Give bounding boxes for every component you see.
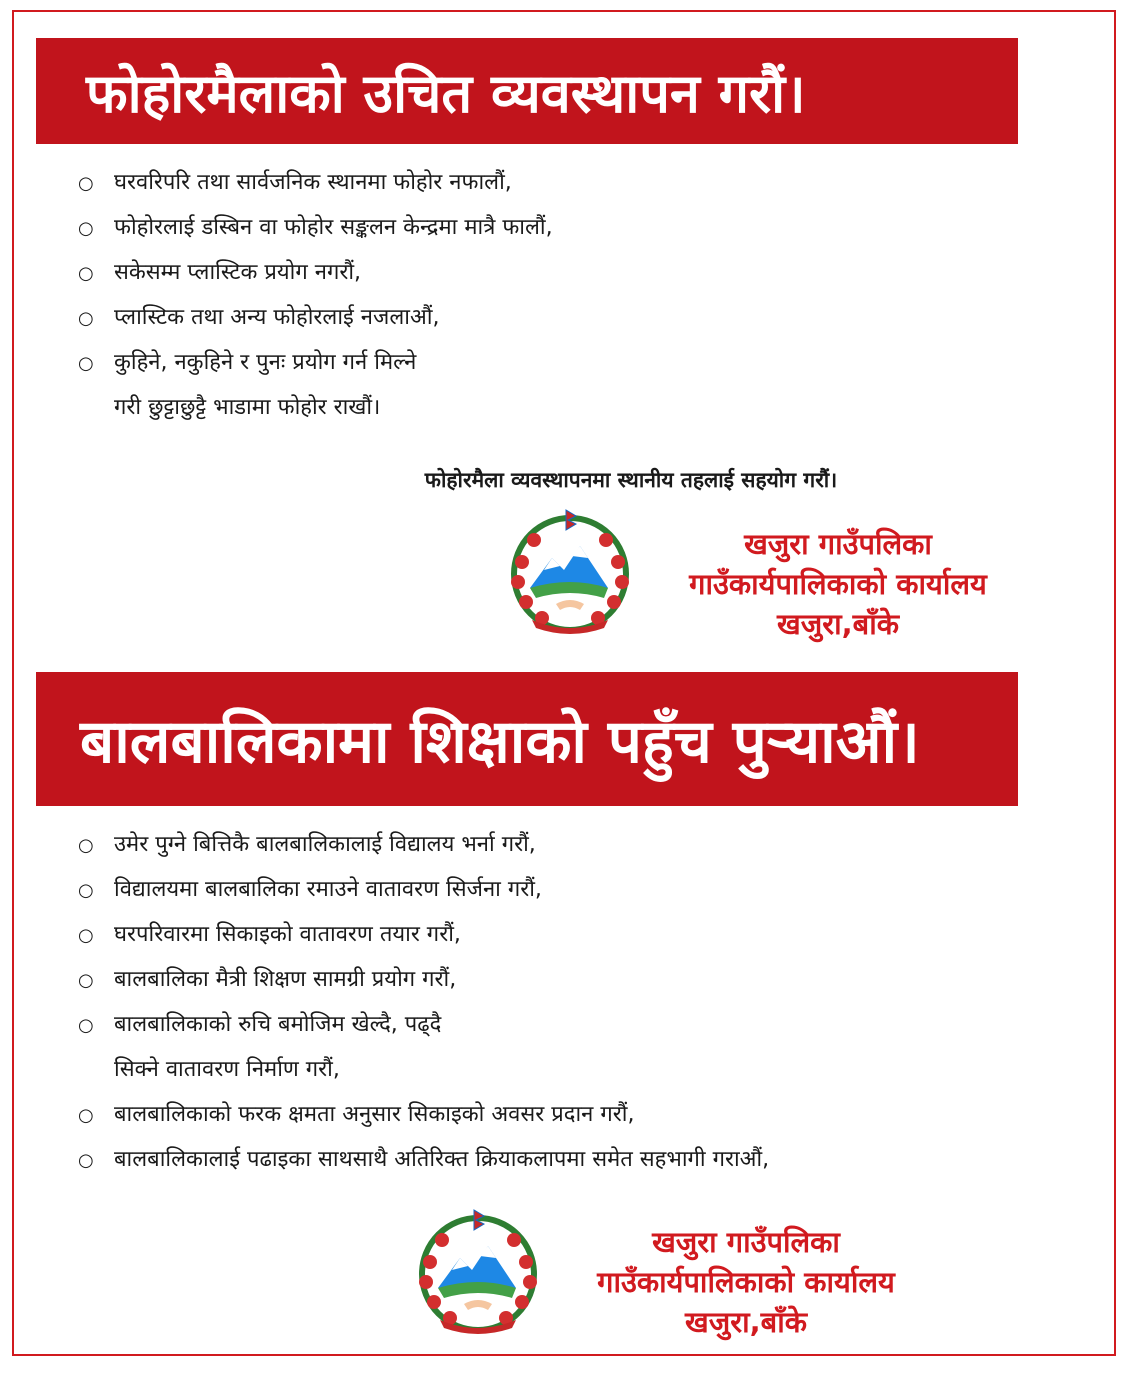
office-title: गाउँकार्यपालिकाको कार्यालय	[597, 1265, 895, 1299]
bullet-icon: ○	[78, 1105, 94, 1126]
waste-management-list	[78, 160, 978, 430]
bullet-icon: ○	[78, 218, 94, 239]
list-item: ○ बालबालिकाको फरक क्षमता अनुसार सिकाइको अवसर प्रदान गरौं,	[78, 1092, 978, 1137]
bullet-icon: ○	[78, 173, 94, 194]
list-item: ○ घरवरिपरि तथा सार्वजनिक स्थानमा फोहोर नफालौं,	[78, 160, 978, 205]
office-municipality: खजुरा गाउँपलिका	[652, 1225, 840, 1259]
list-item: ○ उमेर पुग्ने बित्तिकै बालबालिकालाई विद्यालय भर्ना गरौं,	[78, 822, 978, 867]
list-item: ○ विद्यालयमा बालबालिका रमाउने वातावरण सिर्जना गरौं,	[78, 867, 978, 912]
list-item: ○ सकेसम्म प्लास्टिक प्रयोग नगरौं,	[78, 250, 978, 295]
list-item: ○ बालबालिकाको रुचि बमोजिम खेल्दै, पढ्दै	[78, 1002, 978, 1047]
bullet-icon: ○	[78, 353, 94, 374]
list-item: ○ बालबालिका मैत्री शिक्षण सामग्री प्रयोग गरौं,	[78, 957, 978, 1002]
education-banner	[36, 672, 1018, 806]
office-location: खजुरा,बाँके	[685, 1305, 807, 1339]
bullet-icon: ○	[78, 835, 94, 856]
list-item: ○ घरपरिवारमा सिकाइको वातावरण तयार गरौं,	[78, 912, 978, 957]
bullet-icon: ○	[78, 1015, 94, 1036]
office-location: खजुरा,बाँके	[777, 607, 899, 641]
nepal-emblem-icon	[500, 500, 640, 640]
list-item: ○ बालबालिकालाई पढाइका साथसाथै अतिरिक्त क्रियाकलापमा समेत सहभागी गराऔं,	[78, 1137, 978, 1182]
office-name-block	[536, 1222, 956, 1342]
education-title: बालबालिकामा शिक्षाको पहुँच पुऱ्याऔं।	[80, 707, 920, 777]
list-item: ○ फोहोरलाई डस्बिन वा फोहोर सङ्कलन केन्द्रमा मात्रै फालौं,	[78, 205, 978, 250]
waste-management-banner	[36, 38, 1018, 144]
office-municipality: खजुरा गाउँपलिका	[744, 527, 932, 561]
bullet-icon: ○	[78, 1150, 94, 1171]
bullet-icon: ○	[78, 880, 94, 901]
list-item-continuation: गरी छुट्टाछुट्टै भाडामा फोहोर राखौं।	[114, 395, 381, 420]
waste-management-title: फोहोरमैलाको उचित व्यवस्थापन गरौं।	[86, 62, 806, 125]
bullet-icon: ○	[78, 925, 94, 946]
bullet-icon: ○	[78, 263, 94, 284]
nepal-emblem-icon	[408, 1200, 548, 1340]
office-name-block	[628, 524, 1048, 644]
list-item: ○ कुहिने, नकुहिने र पुनः प्रयोग गर्न मिल्ने	[78, 340, 978, 385]
list-item-continuation: सिक्ने वातावरण निर्माण गरौं,	[114, 1057, 340, 1082]
education-list	[78, 822, 978, 1182]
bullet-icon: ○	[78, 308, 94, 329]
office-title: गाउँकार्यपालिकाको कार्यालय	[689, 567, 987, 601]
list-item: ○ प्लास्टिक तथा अन्य फोहोरलाई नजलाऔं,	[78, 295, 978, 340]
bullet-icon: ○	[78, 970, 94, 991]
appeal-text: फोहोरमैला व्यवस्थापनमा स्थानीय तहलाई सहयोग गरौं।	[424, 468, 838, 492]
